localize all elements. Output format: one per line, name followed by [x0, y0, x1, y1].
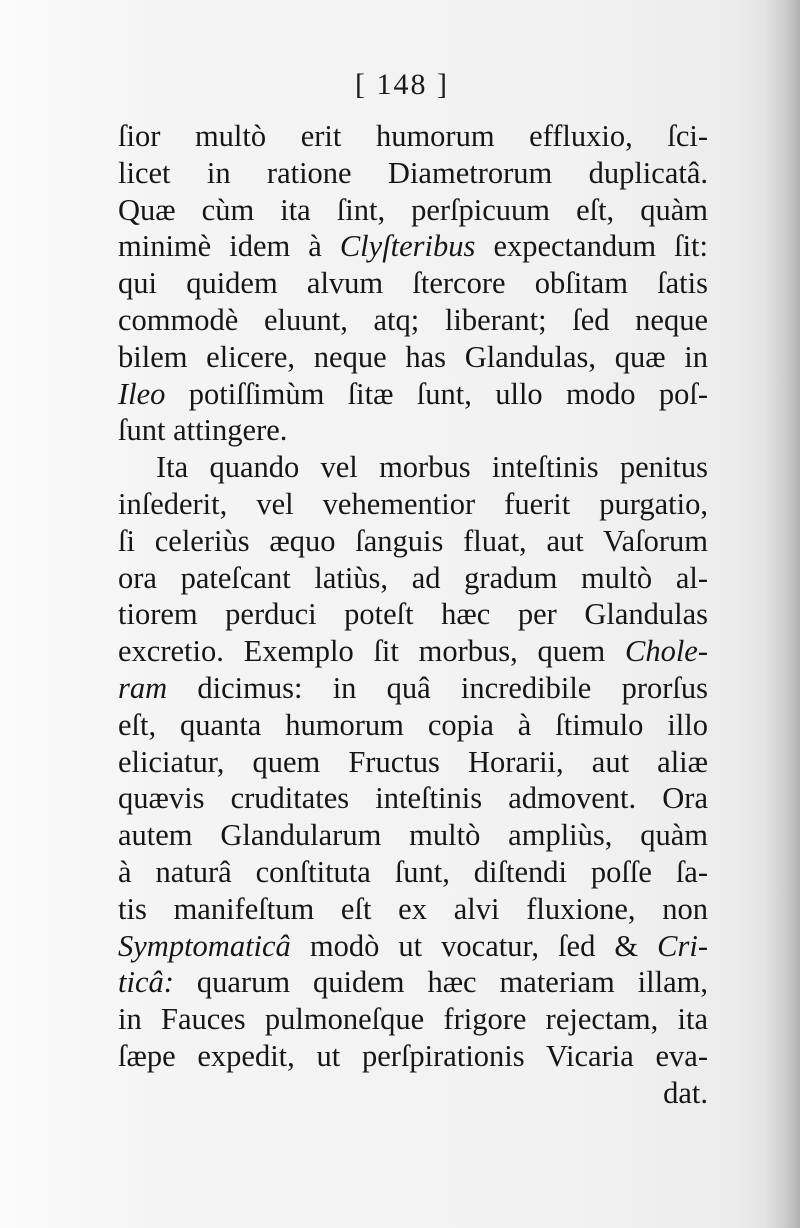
- text-segment: quarum quidem hæc materiam illam,: [173, 965, 708, 1000]
- text-line: [118, 817, 708, 854]
- text-segment: autem Glandularum multò ampliùs, quàm: [118, 818, 708, 853]
- text-segment: modò ut vocatur, ſed &: [290, 928, 658, 963]
- italic-term: Cri-: [657, 928, 708, 963]
- text-line: [118, 376, 708, 413]
- text-segment: licet in ratione Diametrorum duplicatâ.: [118, 155, 708, 190]
- page-edge-shadow: [764, 0, 800, 1228]
- text-line: [118, 964, 708, 1001]
- text-segment: minimè idem à: [118, 229, 340, 264]
- text-line: [118, 192, 708, 229]
- text-line: [118, 265, 708, 302]
- text-line: [118, 707, 708, 744]
- text-segment: eſt, quanta humorum copia à ſtimulo illo: [118, 707, 708, 742]
- text-line: [118, 523, 708, 560]
- text-line: [118, 891, 708, 928]
- text-line: [118, 486, 708, 523]
- text-segment: tiorem perduci poteſt hæc per Glandulas: [118, 597, 708, 632]
- italic-term: ticâ:: [118, 965, 174, 1000]
- text-line: [118, 118, 708, 155]
- text-segment: ſæpe expedit, ut perſpirationis Vicaria eva-: [118, 1038, 708, 1073]
- text-line: [118, 1038, 708, 1075]
- text-line: [118, 780, 708, 817]
- text-segment: ora pateſcant latiùs, ad gradum multò al-: [118, 560, 708, 595]
- text-segment: potiſſimùm ſitæ ſunt, ullo modo poſ-: [165, 376, 708, 411]
- text-segment: quævis cruditates inteſtinis admovent. Ora: [118, 781, 708, 816]
- text-line: [118, 854, 708, 891]
- italic-term: ram: [118, 670, 168, 705]
- text-segment: ſi celeriùs æquo ſanguis fluat, aut Vaſorum: [118, 523, 708, 558]
- text-segment: expectandum ſit:: [475, 229, 708, 264]
- text-line: [118, 228, 708, 265]
- text-segment: ſior multò erit humorum effluxio, ſci-: [118, 119, 708, 153]
- catchword: [118, 1075, 708, 1112]
- text-segment: tis manifeſtum eſt ex alvi fluxione, non: [118, 891, 708, 926]
- text-segment: dat.: [663, 1075, 708, 1110]
- italic-term: Chole-: [624, 634, 708, 669]
- text-line: [118, 1001, 708, 1038]
- text-line: [118, 339, 708, 376]
- text-line: [118, 596, 708, 633]
- text-segment: ſunt attingere.: [118, 413, 288, 448]
- text-segment: commodè eluunt, atq; liberant; ſed neque: [118, 302, 708, 337]
- text-line: [118, 928, 708, 965]
- text-line: [118, 302, 708, 339]
- text-segment: in Fauces pulmoneſque frigore rejectam, ita: [118, 1002, 708, 1037]
- text-segment: bilem elicere, neque has Glandulas, quæ in: [118, 339, 708, 374]
- text-line: [118, 155, 708, 192]
- text-segment: dicimus: in quâ incredibile prorſus: [167, 670, 708, 705]
- italic-term: Symptomaticâ: [118, 928, 291, 963]
- italic-term: Clyſteribus: [339, 229, 476, 264]
- text-segment: Ita quando vel morbus inteſtinis penitus: [156, 450, 708, 485]
- text-line: [118, 670, 708, 707]
- text-line: [118, 412, 708, 449]
- text-line: [118, 560, 708, 597]
- text-line: [118, 633, 708, 670]
- page-number: [ 148 ]: [355, 68, 449, 101]
- text-line: [118, 744, 708, 781]
- text-segment: excretio. Exemplo ſit morbus, quem: [118, 634, 625, 669]
- italic-term: Ileo: [118, 376, 166, 411]
- text-line: [118, 449, 708, 486]
- text-segment: inſederit, vel vehementior fuerit purgatio,: [118, 486, 708, 521]
- text-segment: qui quidem alvum ſtercore obſitam ſatis: [118, 266, 708, 301]
- text-segment: à naturâ conſtituta ſunt, diſtendi poſſe ſa-: [118, 854, 708, 889]
- text-segment: eliciatur, quem Fructus Horarii, aut aliæ: [118, 744, 708, 779]
- text-segment: Quæ cùm ita ſint, perſpicuum eſt, quàm: [118, 192, 708, 227]
- page-text: [118, 118, 708, 1112]
